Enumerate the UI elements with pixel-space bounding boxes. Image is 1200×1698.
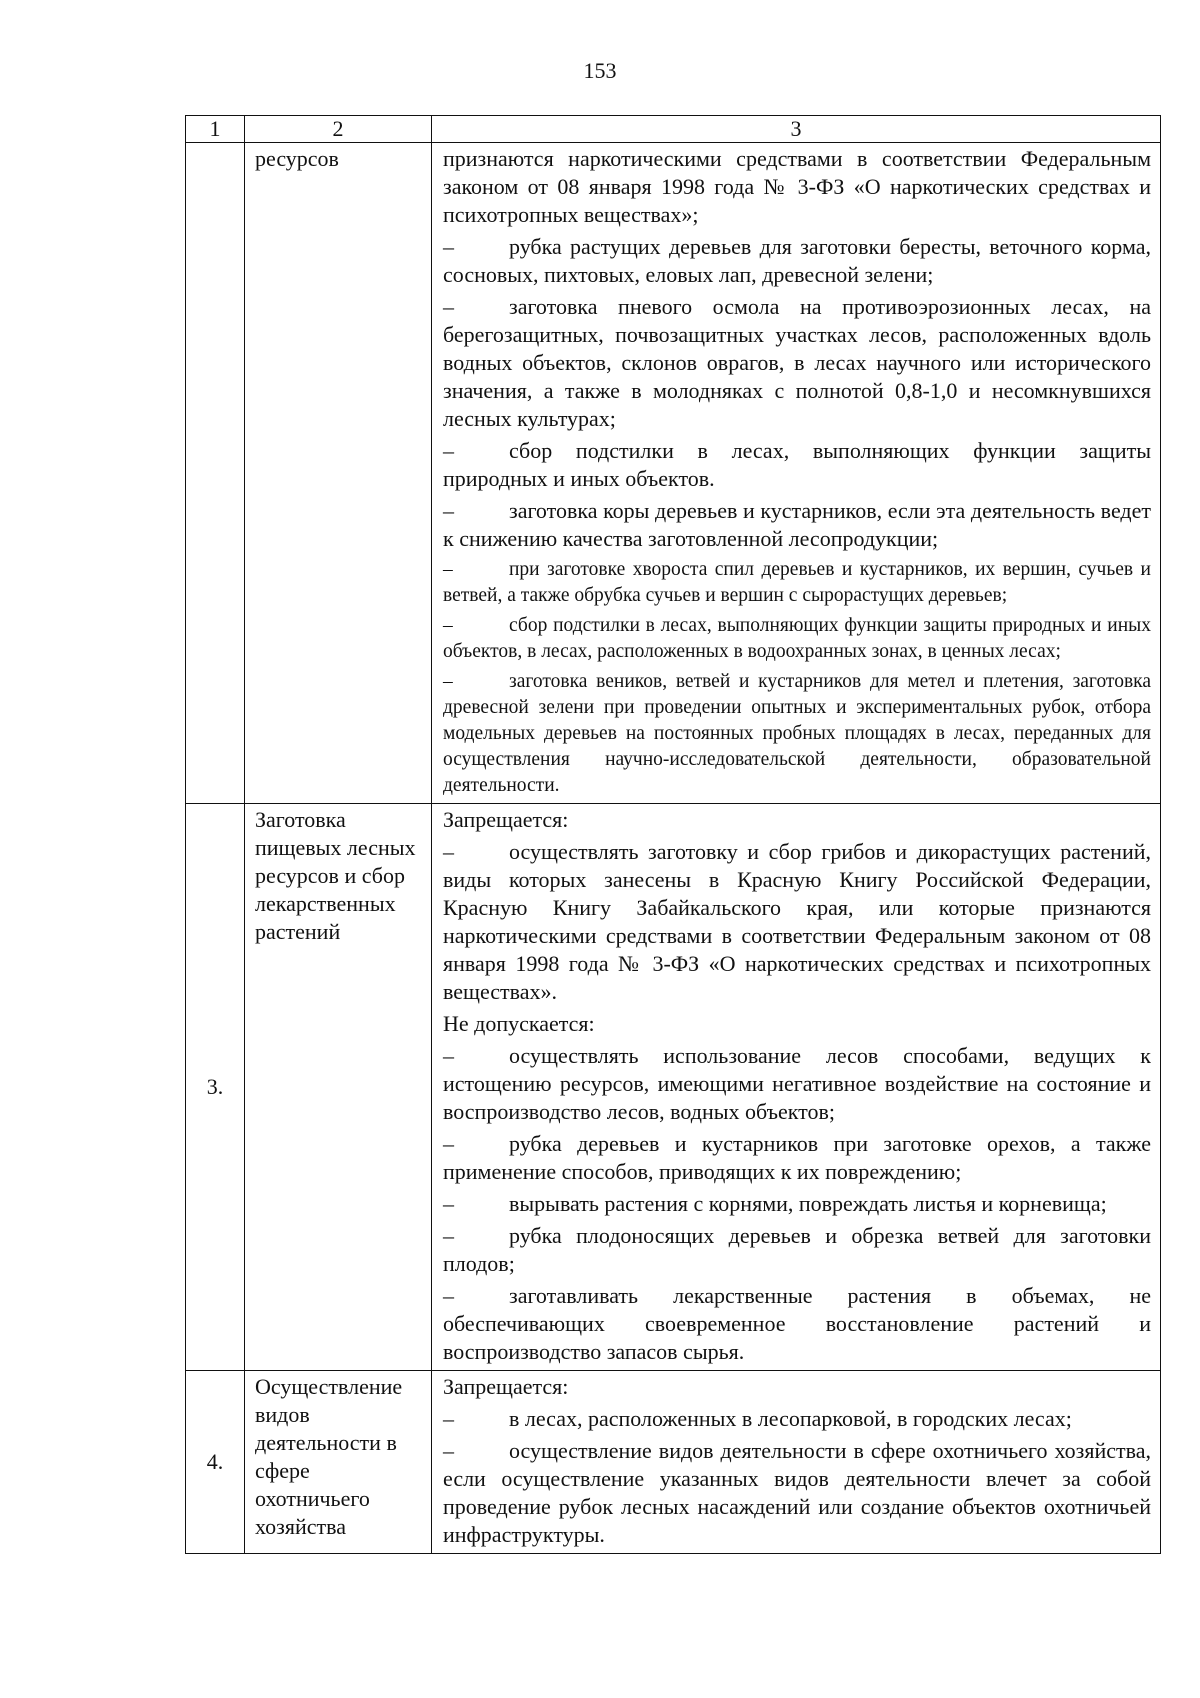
dash-bullet: – — [443, 671, 453, 692]
restriction-item — [443, 293, 1151, 433]
restriction-text: заготовка пневого осмола на противоэрозионных лесах, на берегозащитных, почвозащитных участках лесов, расположенных вдоль водных объектов, склонов оврагов, в лесах научного или исторического значения, а также в молодняках с полнотой 0,8-1,0 и несомкнувшихся лесных культурах; — [443, 294, 1151, 431]
restriction-heading — [443, 806, 1151, 834]
dash-bullet: – — [443, 1283, 454, 1308]
restriction-item — [443, 1042, 1151, 1126]
restriction-text: осуществление видов деятельности в сфере охотничьего хозяйства, если осуществление указанных видов деятельности влечет за собой проведение рубок лесных насаждений или создание объектов охотничьей инфраструктуры. — [443, 1438, 1151, 1547]
restrictions-text — [432, 804, 1161, 1371]
dash-bullet: – — [443, 438, 454, 463]
row-number: 3. — [186, 804, 245, 1371]
row-number: 4. — [186, 1371, 245, 1554]
restriction-text: заготовка веников, ветвей и кустарников для метел и плетения, заготовка древесной зелени при проведении опытных и экспериментальных рубок, отбора модельных деревьев на постоянных пробных площадях в лесах, переданных для осуществления научно-исследовательской деятельности, образовательной деятельности. — [443, 671, 1151, 796]
header-col-1: 1 — [186, 116, 245, 143]
activity-name: Заготовка пищевых лесных ресурсов и сбор лекарственных растений — [245, 804, 432, 1371]
restriction-text: заготавливать лекарственные растения в объемах, не обеспечивающих своевременное восстановление растений и воспроизводство запасов сырья. — [443, 1283, 1151, 1364]
restriction-heading — [443, 145, 1151, 229]
restriction-item — [443, 613, 1151, 665]
restriction-heading — [443, 1373, 1151, 1401]
restriction-heading — [443, 1010, 1151, 1038]
restriction-text: рубка деревьев и кустарников при заготовке орехов, а также применение способов, приводящих к их повреждению; — [443, 1131, 1151, 1184]
restriction-text: при заготовке хвороста спил деревьев и кустарников, их вершин, сучьев и ветвей, а также обрубка сучьев и вершин с сырорастущих деревьев; — [443, 559, 1151, 606]
dash-bullet: – — [443, 839, 454, 864]
restriction-text: вырывать растения с корнями, повреждать листья и корневища; — [509, 1191, 1107, 1216]
table-row — [186, 804, 1161, 1371]
dash-bullet: – — [443, 1406, 454, 1431]
dash-bullet: – — [443, 1438, 454, 1463]
restriction-text: рубка плодоносящих деревьев и обрезка ветвей для заготовки плодов; — [443, 1223, 1151, 1276]
restrictions-text — [432, 143, 1161, 804]
restriction-text: осуществлять заготовку и сбор грибов и дикорастущих растений, виды которых занесены в Красную Книгу Российской Федерации, Красную Книгу Забайкальского края, или которые признаются наркотическими средствами в соответствии Федеральным законом от 08 января 1998 года № 3-ФЗ «О наркотических средствах и психотропных веществах». — [443, 839, 1151, 1004]
restriction-text: в лесах, расположенных в лесопарковой, в городских лесах; — [509, 1406, 1072, 1431]
restriction-text: сбор подстилки в лесах, выполняющих функции защиты природных и иных объектов, в лесах, расположенных в водоохранных зонах, в ценных лесах; — [443, 615, 1151, 662]
dash-bullet: – — [443, 1043, 454, 1068]
page-number: 153 — [583, 58, 617, 83]
table-header-row — [186, 116, 1161, 143]
dash-bullet: – — [443, 1131, 454, 1156]
restriction-item — [443, 1405, 1151, 1433]
restriction-item — [443, 557, 1151, 609]
restriction-text: Запрещается: — [443, 1374, 569, 1399]
restriction-item — [443, 1190, 1151, 1218]
dash-bullet: – — [443, 498, 454, 523]
restriction-item — [443, 233, 1151, 289]
restriction-text: признаются наркотическими средствами в соответствии Федеральным законом от 08 января 1998 года № 3-ФЗ «О наркотических средствах и психотропных веществах»; — [443, 146, 1151, 227]
restriction-item — [443, 838, 1151, 1006]
table-row — [186, 143, 1161, 804]
restriction-item — [443, 1437, 1151, 1549]
dash-bullet: – — [443, 615, 453, 636]
regulations-table — [185, 115, 1161, 1554]
dash-bullet: – — [443, 1223, 454, 1248]
dash-bullet: – — [443, 234, 454, 259]
header-col-2: 2 — [245, 116, 432, 143]
dash-bullet: – — [443, 294, 454, 319]
header-col-3: 3 — [432, 116, 1161, 143]
restriction-item — [443, 1130, 1151, 1186]
restriction-item — [443, 1282, 1151, 1366]
restriction-item — [443, 1222, 1151, 1278]
row-number — [186, 143, 245, 804]
restriction-text: заготовка коры деревьев и кустарников, если эта деятельность ведет к снижению качества заготовленной лесопродукции; — [443, 498, 1151, 551]
restrictions-text — [432, 1371, 1161, 1554]
activity-name: ресурсов — [245, 143, 432, 804]
restriction-item — [443, 497, 1151, 553]
dash-bullet: – — [443, 1191, 454, 1216]
restriction-text: Запрещается: — [443, 807, 569, 832]
dash-bullet: – — [443, 559, 453, 580]
restriction-item — [443, 437, 1151, 493]
activity-name: Осуществление видов деятельности в сфере охотничьего хозяйства — [245, 1371, 432, 1554]
restriction-text: рубка растущих деревьев для заготовки бересты, веточного корма, сосновых, пихтовых, еловых лап, древесной зелени; — [443, 234, 1151, 287]
restriction-item — [443, 669, 1151, 799]
table-row — [186, 1371, 1161, 1554]
restriction-text: сбор подстилки в лесах, выполняющих функции защиты природных и иных объектов. — [443, 438, 1151, 491]
restriction-text: осуществлять использование лесов способами, ведущих к истощению ресурсов, имеющими негативное воздействие на состояние и воспроизводство лесов, водных объектов; — [443, 1043, 1151, 1124]
restriction-text: Не допускается: — [443, 1011, 595, 1036]
